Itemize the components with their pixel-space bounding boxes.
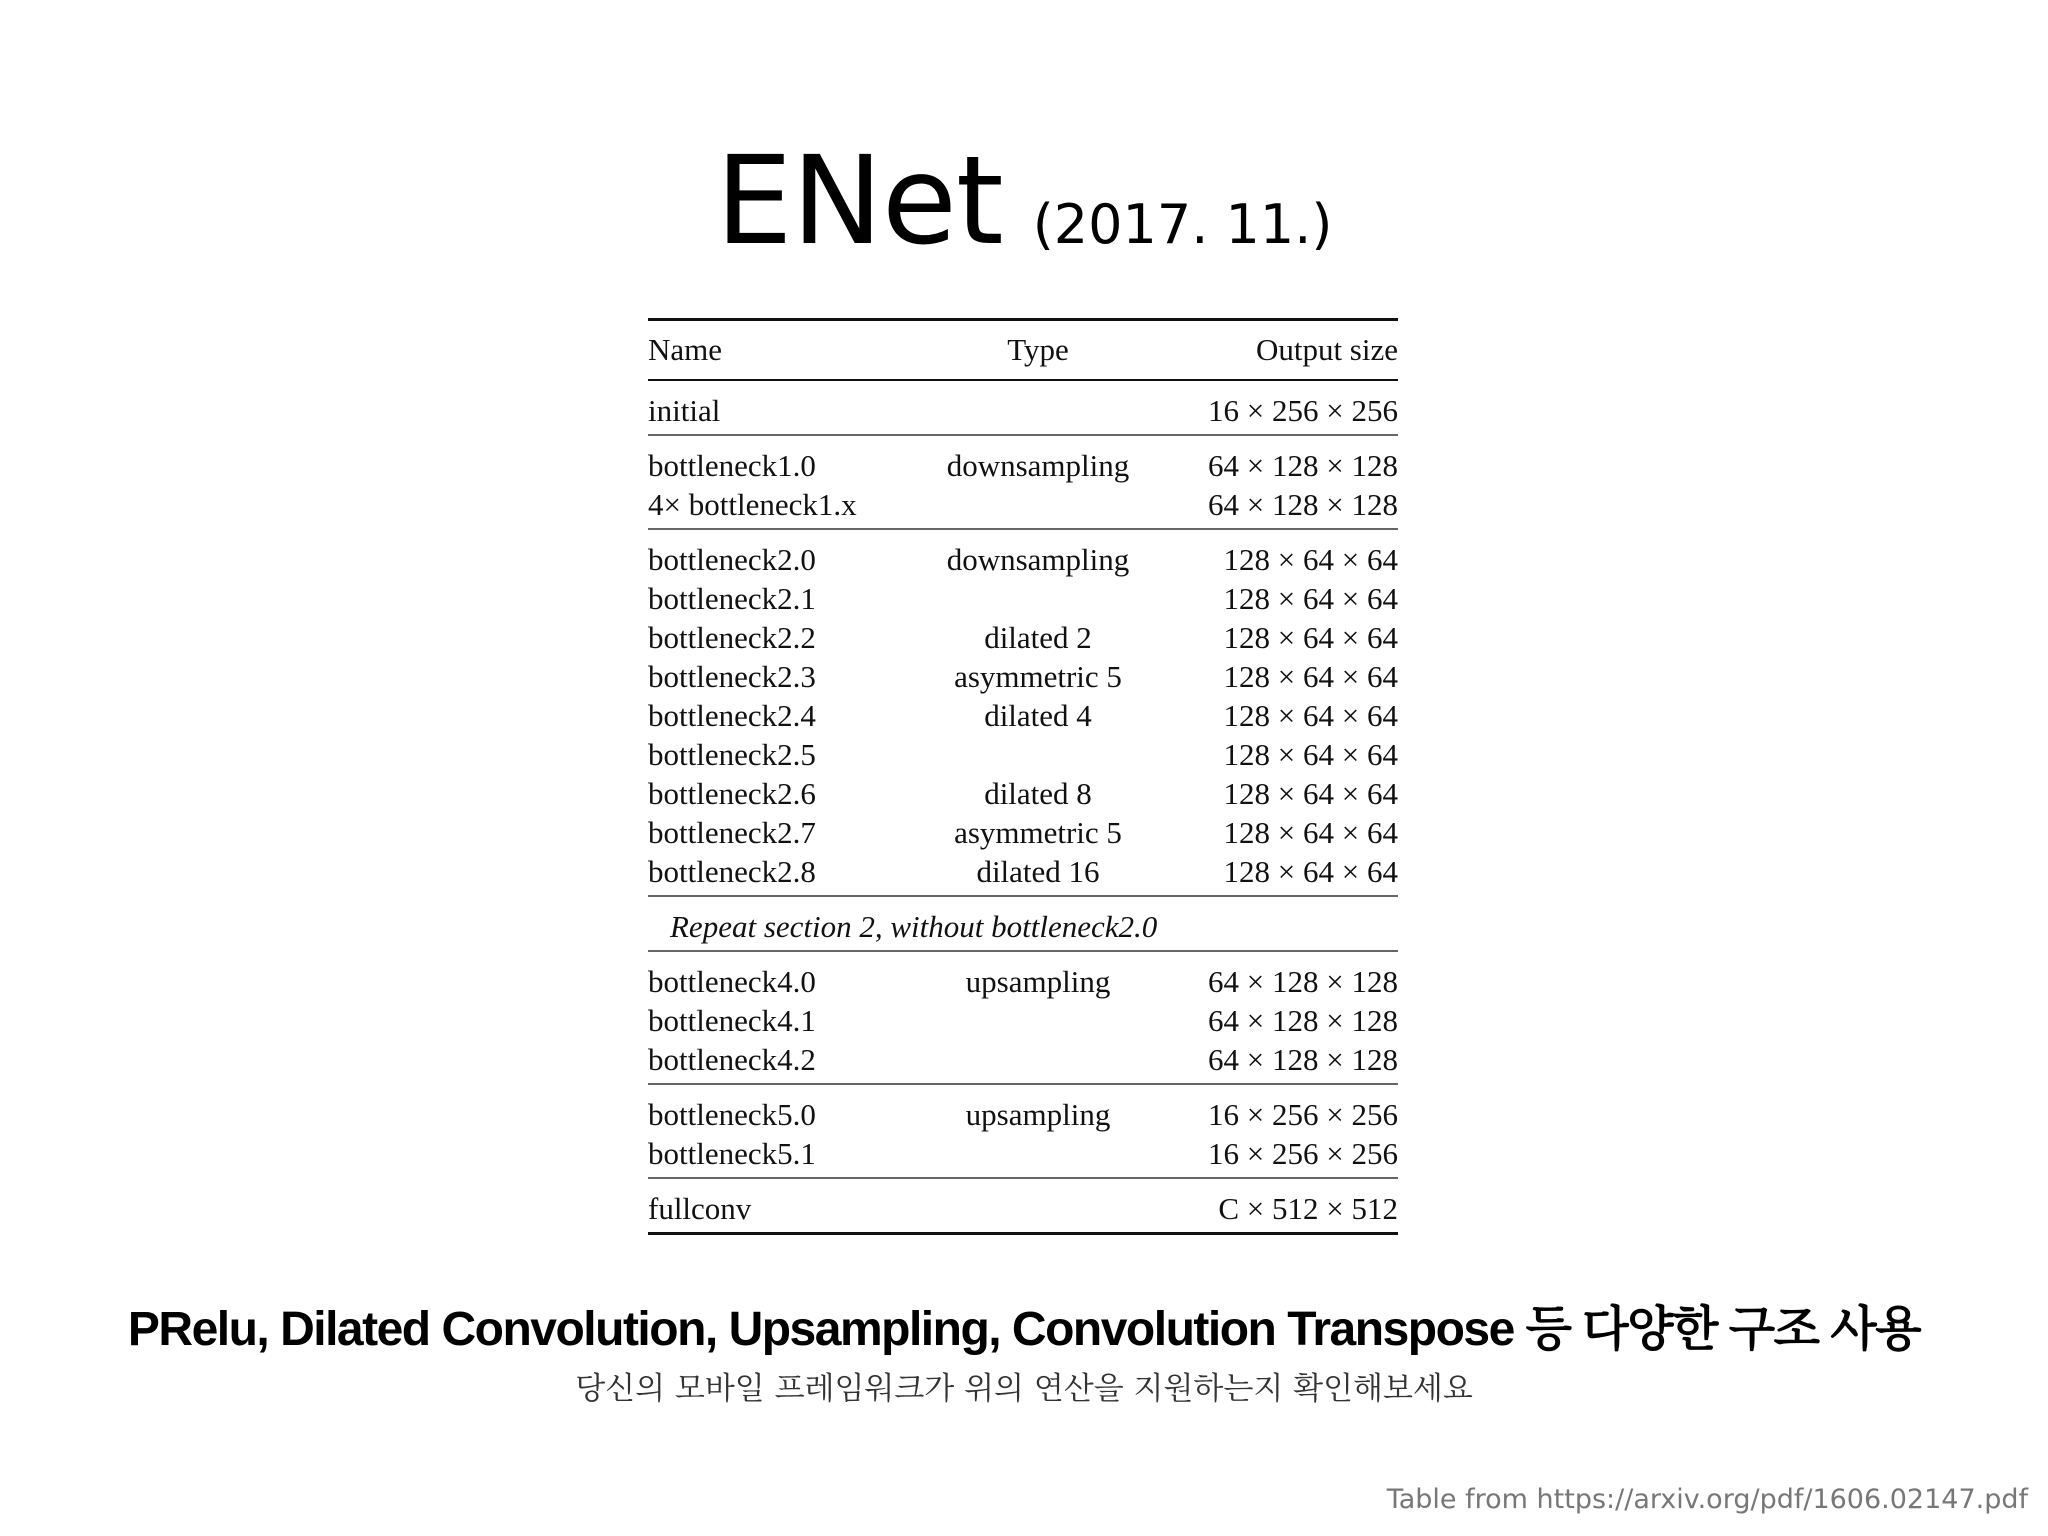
table-row-repeat	[648, 896, 1398, 951]
header-output-size: Output size	[1158, 320, 1398, 381]
cell-name: bottleneck4.1	[648, 1003, 816, 1038]
table-header	[648, 320, 1398, 381]
cell-name: bottleneck2.0	[648, 542, 816, 577]
cell-name: bottleneck2.7	[648, 815, 816, 850]
table-group-repeat	[648, 896, 1398, 951]
cell-output: 128 × 64 × 64	[1223, 581, 1398, 616]
cell-output: 128 × 64 × 64	[1223, 815, 1398, 850]
table-group-fullconv	[648, 1178, 1398, 1234]
header-row	[648, 320, 1398, 381]
table-row	[648, 1040, 1398, 1084]
cell-output: 64 × 128 × 128	[1208, 487, 1398, 522]
cell-name: bottleneck5.1	[648, 1136, 816, 1171]
cell-output: 16 × 256 × 256	[1208, 393, 1398, 428]
cell-name: initial	[648, 393, 721, 428]
table-row	[648, 735, 1398, 774]
title-main: ENet	[715, 130, 1003, 272]
cell-name: fullconv	[648, 1191, 752, 1226]
table-row	[648, 1178, 1398, 1234]
cell-name: bottleneck4.0	[648, 964, 816, 999]
cell-type: asymmetric 5	[954, 815, 1122, 850]
cell-name: bottleneck2.6	[648, 776, 816, 811]
cell-type: dilated 16	[976, 854, 1100, 889]
header-name: Name	[648, 320, 918, 381]
cell-type	[918, 1001, 1158, 1040]
cell-output: 64 × 128 × 128	[1208, 1042, 1398, 1077]
table-group-initial	[648, 380, 1398, 435]
cell-type: downsampling	[946, 542, 1130, 577]
header-type: Type	[918, 320, 1158, 381]
cell-output: 128 × 64 × 64	[1223, 620, 1398, 655]
cell-output: 128 × 64 × 64	[1223, 698, 1398, 733]
cell-name: bottleneck5.0	[648, 1097, 816, 1132]
cell-name: bottleneck2.2	[648, 620, 816, 655]
architecture-table-container	[648, 318, 1398, 1235]
repeat-note: Repeat section 2, without bottleneck2.0	[670, 909, 1158, 944]
cell-type	[918, 579, 1158, 618]
cell-name: 4× bottleneck1.x	[648, 487, 857, 522]
cell-output: 128 × 64 × 64	[1223, 776, 1398, 811]
cell-type	[918, 1178, 1158, 1234]
table-row	[648, 579, 1398, 618]
table-row	[648, 813, 1398, 852]
table-group-bottleneck1	[648, 435, 1398, 529]
table-group-bottleneck2	[648, 529, 1398, 896]
table-group-bottleneck5	[648, 1084, 1398, 1178]
cell-type: upsampling	[965, 1097, 1111, 1132]
cell-type: dilated 4	[984, 698, 1092, 733]
cell-output: 16 × 256 × 256	[1208, 1097, 1398, 1132]
cell-output: 64 × 128 × 128	[1208, 1003, 1398, 1038]
cell-type	[918, 1134, 1158, 1178]
cell-name: bottleneck2.8	[648, 854, 816, 889]
cell-output: 16 × 256 × 256	[1208, 1136, 1398, 1171]
cell-output: 64 × 128 × 128	[1208, 448, 1398, 483]
cell-name: bottleneck2.3	[648, 659, 816, 694]
table-row	[648, 529, 1398, 579]
table-row	[648, 485, 1398, 529]
cell-name: bottleneck2.4	[648, 698, 816, 733]
slide-subtitle: PRelu, Dilated Convolution, Upsampling, Convolution Transpose 등 다양한 구조 사용	[127, 1303, 1921, 1356]
table-row	[648, 1134, 1398, 1178]
cell-type: dilated 8	[984, 776, 1092, 811]
cell-output: C × 512 × 512	[1218, 1191, 1398, 1226]
cell-type	[918, 380, 1158, 435]
table-row	[648, 774, 1398, 813]
cell-type	[918, 735, 1158, 774]
cell-output: 128 × 64 × 64	[1223, 854, 1398, 889]
architecture-table	[648, 318, 1398, 1235]
table-row	[648, 696, 1398, 735]
table-row	[648, 380, 1398, 435]
cell-name: bottleneck2.1	[648, 581, 816, 616]
cell-name: bottleneck2.5	[648, 737, 816, 772]
title-date: (2017. 11.)	[1032, 193, 1333, 256]
cell-type: upsampling	[965, 964, 1111, 999]
slide-title	[0, 130, 2048, 272]
cell-output: 64 × 128 × 128	[1208, 964, 1398, 999]
cell-output: 128 × 64 × 64	[1223, 659, 1398, 694]
cell-type	[918, 1040, 1158, 1084]
table-row	[648, 618, 1398, 657]
table-row	[648, 1001, 1398, 1040]
cell-type: asymmetric 5	[954, 659, 1122, 694]
cell-type: dilated 2	[984, 620, 1092, 655]
slide-note: 당신의 모바일 프레임워크가 위의 연산을 지원하는지 확인해보세요	[575, 1371, 1473, 1407]
table-row	[648, 852, 1398, 896]
cell-name: bottleneck1.0	[648, 448, 816, 483]
cell-output: 128 × 64 × 64	[1223, 737, 1398, 772]
cell-output: 128 × 64 × 64	[1223, 542, 1398, 577]
table-group-bottleneck4	[648, 951, 1398, 1084]
cell-type: downsampling	[946, 448, 1130, 483]
table-row	[648, 1084, 1398, 1134]
table-row	[648, 951, 1398, 1001]
table-row	[648, 657, 1398, 696]
table-row	[648, 435, 1398, 485]
cell-type	[918, 485, 1158, 529]
cell-name: bottleneck4.2	[648, 1042, 816, 1077]
source-citation: Table from https://arxiv.org/pdf/1606.02147.pdf	[1386, 1484, 2028, 1515]
